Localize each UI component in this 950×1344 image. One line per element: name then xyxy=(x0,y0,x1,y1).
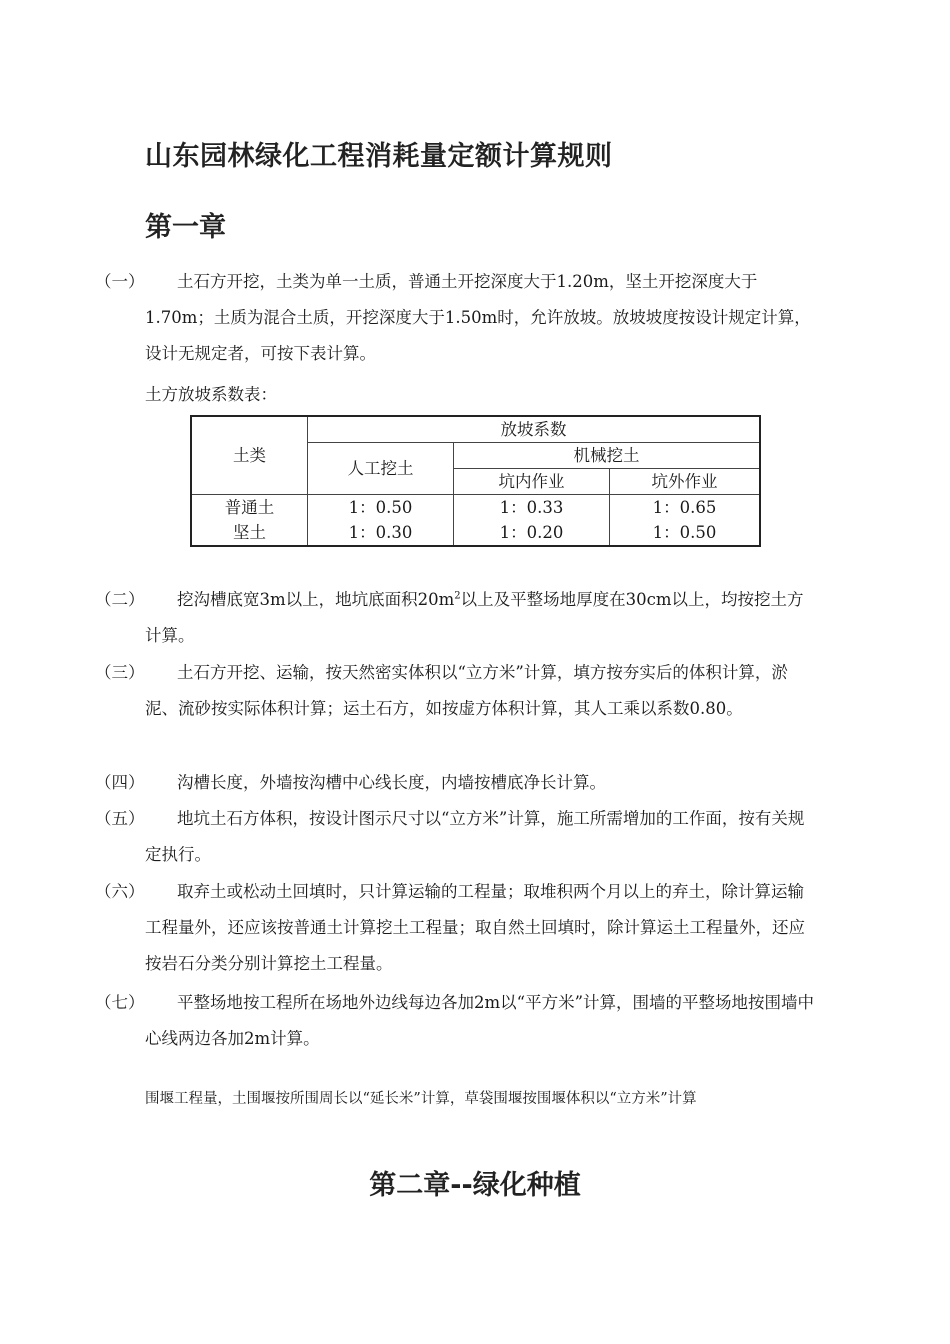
cell-manual: 1：0.50 1：0.30 xyxy=(308,495,454,547)
rule-item-3 xyxy=(95,655,815,727)
item-text: 沟槽长度，外墙按沟槽中心线长度，内墙按槽底净长计算。 xyxy=(177,773,606,792)
cofferdam-note: 围堰工程量，土围堰按所围周长以“延长米”计算，草袋围堰按围堰体积以“立方米”计算 xyxy=(145,1091,697,1107)
rule-item-5 xyxy=(95,801,815,873)
header-slope-coefficient: 放坡系数 xyxy=(308,416,761,443)
rule-item-4 xyxy=(95,765,815,801)
rule-item-2 xyxy=(95,582,815,654)
item-text: 平整场地按工程所在场地外边线每边各加2m以“平方米”计算，围墙的平整场地按围墙中心线两边各加2m计算。 xyxy=(145,993,815,1048)
cell-outside-pit: 1：0.65 1：0.50 xyxy=(610,495,761,547)
rule-item-6 xyxy=(95,874,815,982)
item-text: 取弃土或松动土回填时，只计算运输的工程量；取堆积两个月以上的弃土，除计算运输工程量外，还应该按普通土计算挖土工程量；取自然土回填时，除计算运土工程量外，还应按岩石分类分别计算挖土工程量。 xyxy=(145,882,805,973)
item-text: 土石方开挖，土类为单一土质，普通土开挖深度大于1.20m，坚土开挖深度大于1.70m；土质为混合土质，开挖深度大于1.50m时，允许放坡。放坡坡度按设计规定计算，设计无规定者，可按下表计算。 xyxy=(145,272,811,363)
header-machine-dig: 机械挖土 xyxy=(454,443,761,469)
header-outside-pit: 坑外作业 xyxy=(610,469,761,495)
item-text: 土石方开挖、运输，按天然密实体积以“立方米”计算，填方按夯实后的体积计算，淤泥、流砂按实际体积计算；运土石方，如按虚方体积计算，其人工乘以系数0.80。 xyxy=(145,663,788,718)
item-number: （五） xyxy=(95,809,145,828)
item-number: （三） xyxy=(95,663,145,682)
slope-coefficient-table xyxy=(190,415,761,547)
header-inside-pit: 坑内作业 xyxy=(454,469,610,495)
header-soil-type: 土类 xyxy=(191,416,308,495)
chapter-two-heading: 第二章--绿化种植 xyxy=(369,1170,581,1201)
table-data-row xyxy=(191,495,760,547)
header-manual-dig: 人工挖土 xyxy=(308,443,454,495)
item-text: 地坑土石方体积，按设计图示尺寸以“立方米”计算，施工所需增加的工作面，按有关规定执行。 xyxy=(145,809,805,864)
rule-item-7 xyxy=(95,985,815,1057)
cell-soil: 普通土 坚土 xyxy=(191,495,308,547)
cell-inside-pit: 1：0.33 1：0.20 xyxy=(454,495,610,547)
item-text: 挖沟槽底宽3m以上，地坑底面积$20m^2$以上及平整场地厚度在30cm以上，均按挖土方计算。 xyxy=(145,590,804,645)
rule-item-1 xyxy=(95,264,815,372)
item-number: （七） xyxy=(95,993,145,1012)
item-number: （一） xyxy=(95,272,145,291)
item-number: （四） xyxy=(95,773,145,792)
table-caption: 土方放坡系数表： xyxy=(145,385,277,404)
chapter-one-heading: 第一章 xyxy=(145,212,226,243)
item-number: （六） xyxy=(95,882,145,901)
document-title: 山东园林绿化工程消耗量定额计算规则 xyxy=(145,141,613,172)
item-number: （二） xyxy=(95,590,145,609)
